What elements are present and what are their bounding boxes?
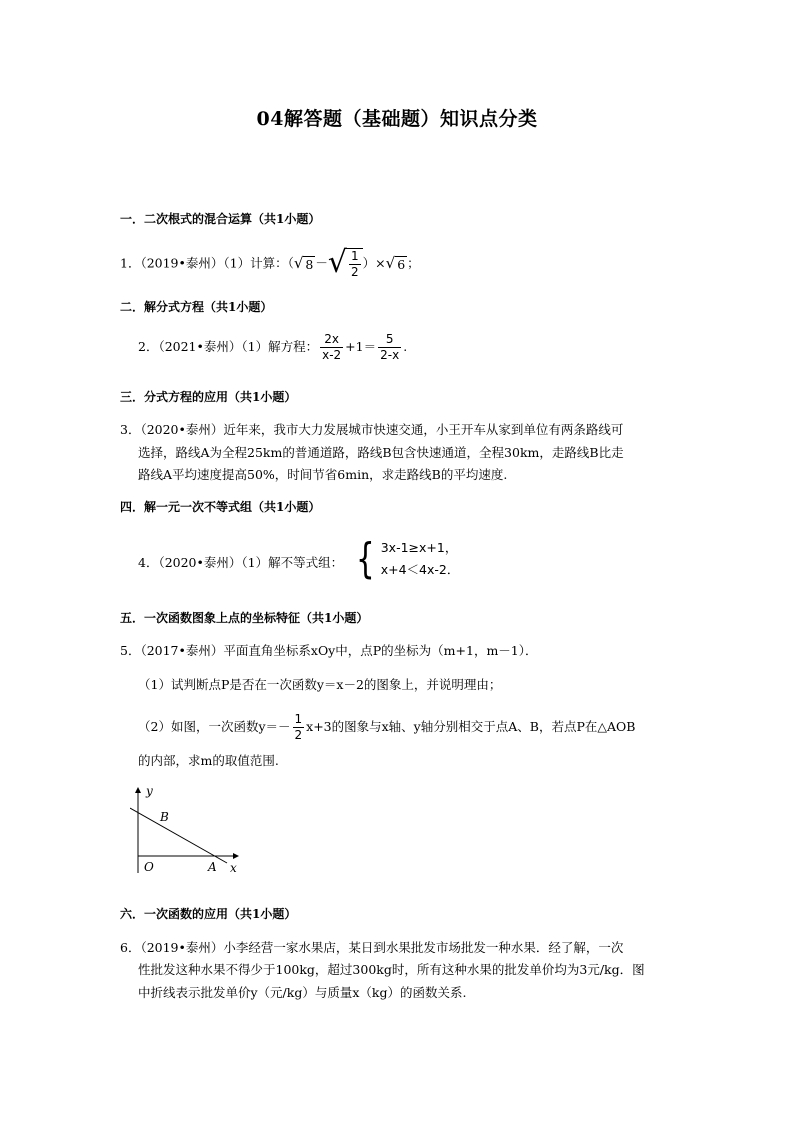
- coordinate-graph: [130, 783, 250, 878]
- q5-line-1: 5．（2017•泰州）平面直角坐标系xOy中，点P的坐标为（m+1，m－1）．: [120, 643, 538, 658]
- section-heading-2: 二．解分式方程（共1小题）: [120, 300, 273, 314]
- section-heading-1: 一．二次根式的混合运算（共1小题）: [120, 212, 321, 226]
- point-a-label: A: [208, 860, 217, 874]
- question-2: [138, 332, 407, 363]
- q5-frac-num: 1: [294, 712, 303, 726]
- x-axis-label: x: [230, 861, 237, 875]
- q2-frac2-den: 2-x: [380, 348, 400, 362]
- q2-end: .: [403, 339, 408, 354]
- point-b-label: B: [160, 810, 169, 824]
- section-heading-6: 六．一次函数的应用（共1小题）: [120, 907, 297, 921]
- radical-half: √ $\frac{1}{2}$: [328, 248, 363, 280]
- q6-line-1: 6．（2019•泰州）小李经营一家水果店，某日到水果批发市场批发一种水果．经了解，一次: [120, 940, 624, 955]
- q3-line-1: 3．（2020•泰州）近年来，我市大力发展城市快速交通，小王开车从家到单位有两条路线可: [120, 422, 624, 437]
- origin-label: O: [144, 860, 154, 874]
- question-1: [120, 245, 420, 280]
- q6-line-2: 性批发这种水果不得少于100kg，超过300kg时，所有这种水果的批发单价均为3元/kg．图: [138, 962, 645, 977]
- q5-part2-a: （2）如图，一次函数y＝－: [138, 719, 291, 734]
- q5-part-2-cont: 的内部，求m的取值范围.: [138, 753, 279, 768]
- q1-minus: －: [315, 255, 328, 271]
- section-heading-3: 三．分式方程的应用（共1小题）: [120, 390, 297, 404]
- radical-6-value: 6: [397, 257, 406, 272]
- q5-part-1: （1）试判断点P是否在一次函数y＝x－2的图象上，并说明理由；: [138, 677, 502, 692]
- q5-part2-b: x+3的图象与x轴、y轴分别相交于点A、B，若点P在△AOB: [306, 719, 636, 734]
- q5-frac-den: 2: [294, 728, 303, 742]
- y-axis-label: y: [146, 784, 153, 798]
- q1-end: ；: [407, 255, 420, 271]
- q1-prefix: 1．（2019•泰州）（1）计算：（: [120, 255, 294, 271]
- radical-6: √ 6: [385, 254, 406, 272]
- section-heading-5: 五．一次函数图象上点的坐标特征（共1小题）: [120, 611, 369, 625]
- radical-8: √ 8: [293, 254, 314, 272]
- q2-frac1-num: 2x: [324, 332, 339, 346]
- page-title: 04解答题（基础题）知识点分类: [256, 108, 538, 130]
- q4-prefix: 4．（2020•泰州）（1）解不等式组：: [138, 555, 344, 570]
- inequality-row-1: 3x-1≥x+1，: [380, 540, 458, 555]
- function-line: [130, 808, 227, 863]
- q2-frac2-num: 5: [385, 332, 394, 346]
- inequality-row-2: x+4＜4x-2．: [380, 562, 460, 577]
- q2-frac1-den: x-2: [322, 348, 342, 362]
- section-heading-4: 四．解一元一次不等式组（共1小题）: [120, 500, 321, 514]
- q1-frac-den: 2: [351, 265, 359, 279]
- radical-8-value: 8: [305, 257, 314, 272]
- q1-frac-num: 1: [351, 249, 359, 263]
- q5-part-2: [138, 712, 635, 743]
- q6-line-3: 中折线表示批发单价y（元/kg）与质量x（kg）的函数关系.: [138, 985, 467, 1000]
- q3-line-3: 路线A平均速度提高50%，时间节省6min，求走路线B的平均速度.: [138, 467, 508, 482]
- q2-prefix: 2．（2021•泰州）（1）解方程：: [138, 339, 319, 354]
- inequality-system: [352, 534, 460, 583]
- q2-mid: +1＝: [345, 339, 377, 354]
- brace-icon: {: [356, 534, 375, 583]
- q3-line-2: 选择，路线A为全程25km的普通道路，路线B包含快速通道，全程30km，走路线B比走: [138, 445, 624, 460]
- q1-close: ）×: [362, 255, 386, 271]
